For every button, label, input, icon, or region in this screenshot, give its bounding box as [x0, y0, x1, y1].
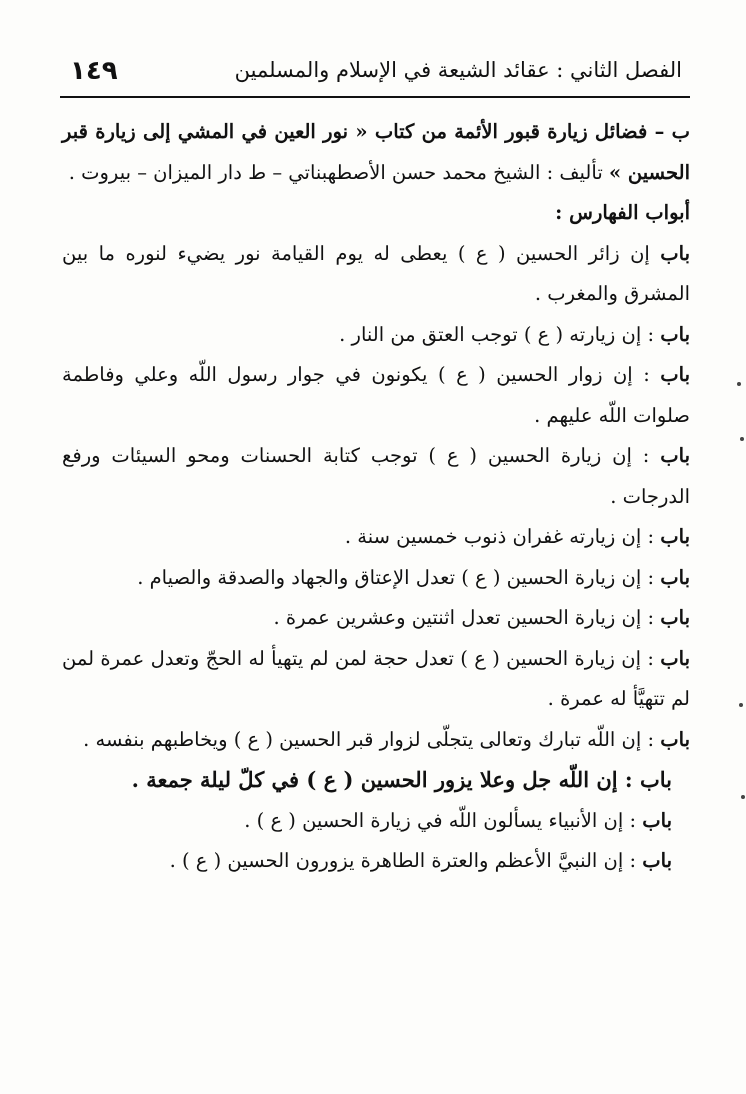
page-header: [60, 50, 690, 98]
entry-label: باب: [660, 363, 690, 386]
entry-label: باب: [660, 727, 690, 751]
entry-11: [62, 801, 690, 842]
entry-text: : إن الأنبياء يسألون اللّه في زيارة الحسين ( ع ) .: [244, 808, 643, 832]
entry-label: باب: [660, 241, 690, 265]
entry-9: [62, 720, 690, 761]
entry-label: باب: [660, 606, 690, 629]
entry-text: : إن اللّه تبارك وتعالى يتجلّى لزوار قبر الحسين ( ع ) ويخاطبهم بنفسه .: [83, 727, 661, 751]
entry-12: [62, 841, 690, 882]
entry-label: باب: [660, 322, 690, 346]
entry-10: [62, 760, 690, 801]
entry-text: : إن اللّه جل وعلا يزور الحسين ( ع ) في كلّ ليلة جمعة .: [131, 767, 640, 792]
entry-text: إن زائر الحسين ( ع ) يعطى له يوم القيامة نور يضيء لنوره ما بين المشرق والمغرب .: [62, 241, 690, 305]
entry-text: : إن زيارته ( ع ) توجب العتق من النار .: [339, 322, 661, 346]
entry-3: [62, 355, 690, 436]
page-body: [62, 112, 690, 882]
entry-1: [62, 234, 690, 315]
entry-5: [62, 517, 690, 558]
entry-text: : إن زيارة الحسين ( ع ) تعدل حجة لمن لم يتهيأ له الحجّ وتعدل عمرة لمن لم تتهيَّأ له عمرة .: [62, 646, 690, 710]
intro-rest: تأليف : الشيخ محمد حسن الأصطهبناتي – ط دار الميزان – بيروت .: [68, 160, 609, 184]
section-heading: أبواب الفهارس :: [555, 201, 690, 224]
intro-paragraph: [62, 112, 690, 193]
margin-speck: [737, 382, 741, 386]
entry-label: باب: [660, 525, 690, 548]
entry-label: باب: [660, 444, 690, 467]
page-number: ١٤٩: [70, 56, 118, 86]
entry-text: : إن زيارة الحسين ( ع ) تعدل الإعتاق والجهاد والصدقة والصيام .: [137, 565, 661, 589]
margin-speck: [739, 703, 743, 707]
entry-text: : إن زيارة الحسين تعدل اثنتين وعشرين عمرة .: [273, 606, 661, 629]
entry-text: : إن النبيَّ الأعظم والعترة الطاهرة يزورون الحسين ( ع ) .: [169, 849, 643, 872]
entry-8: [62, 639, 690, 720]
entry-label: باب: [660, 646, 690, 670]
entry-text: : إن زيارة الحسين ( ع ) توجب كتابة الحسنات ومحو السيئات ورفع الدرجات .: [62, 444, 690, 508]
entry-label: باب: [642, 808, 672, 832]
entry-text: : إن زيارته غفران ذنوب خمسين سنة .: [344, 525, 661, 548]
running-head: الفصل الثاني : عقائد الشيعة في الإسلام والمسلمين: [234, 58, 682, 82]
entry-label: باب: [660, 565, 690, 589]
intro-lead: ب – فضائل زيارة قبور الأئمة من كتاب « نور العين في المشي إلى زيارة قبر الحسين »: [62, 120, 690, 184]
entry-label: باب: [642, 849, 672, 872]
entry-label: باب: [639, 767, 672, 792]
entry-7: [62, 598, 690, 639]
entry-2: [62, 315, 690, 356]
margin-speck: [741, 795, 745, 799]
entry-4: [62, 436, 690, 517]
entry-6: [62, 558, 690, 599]
entry-text: : إن زوار الحسين ( ع ) يكونون في جوار رسول اللّه وعلي وفاطمة صلوات اللّه عليهم .: [62, 363, 690, 427]
margin-speck: [740, 437, 744, 441]
